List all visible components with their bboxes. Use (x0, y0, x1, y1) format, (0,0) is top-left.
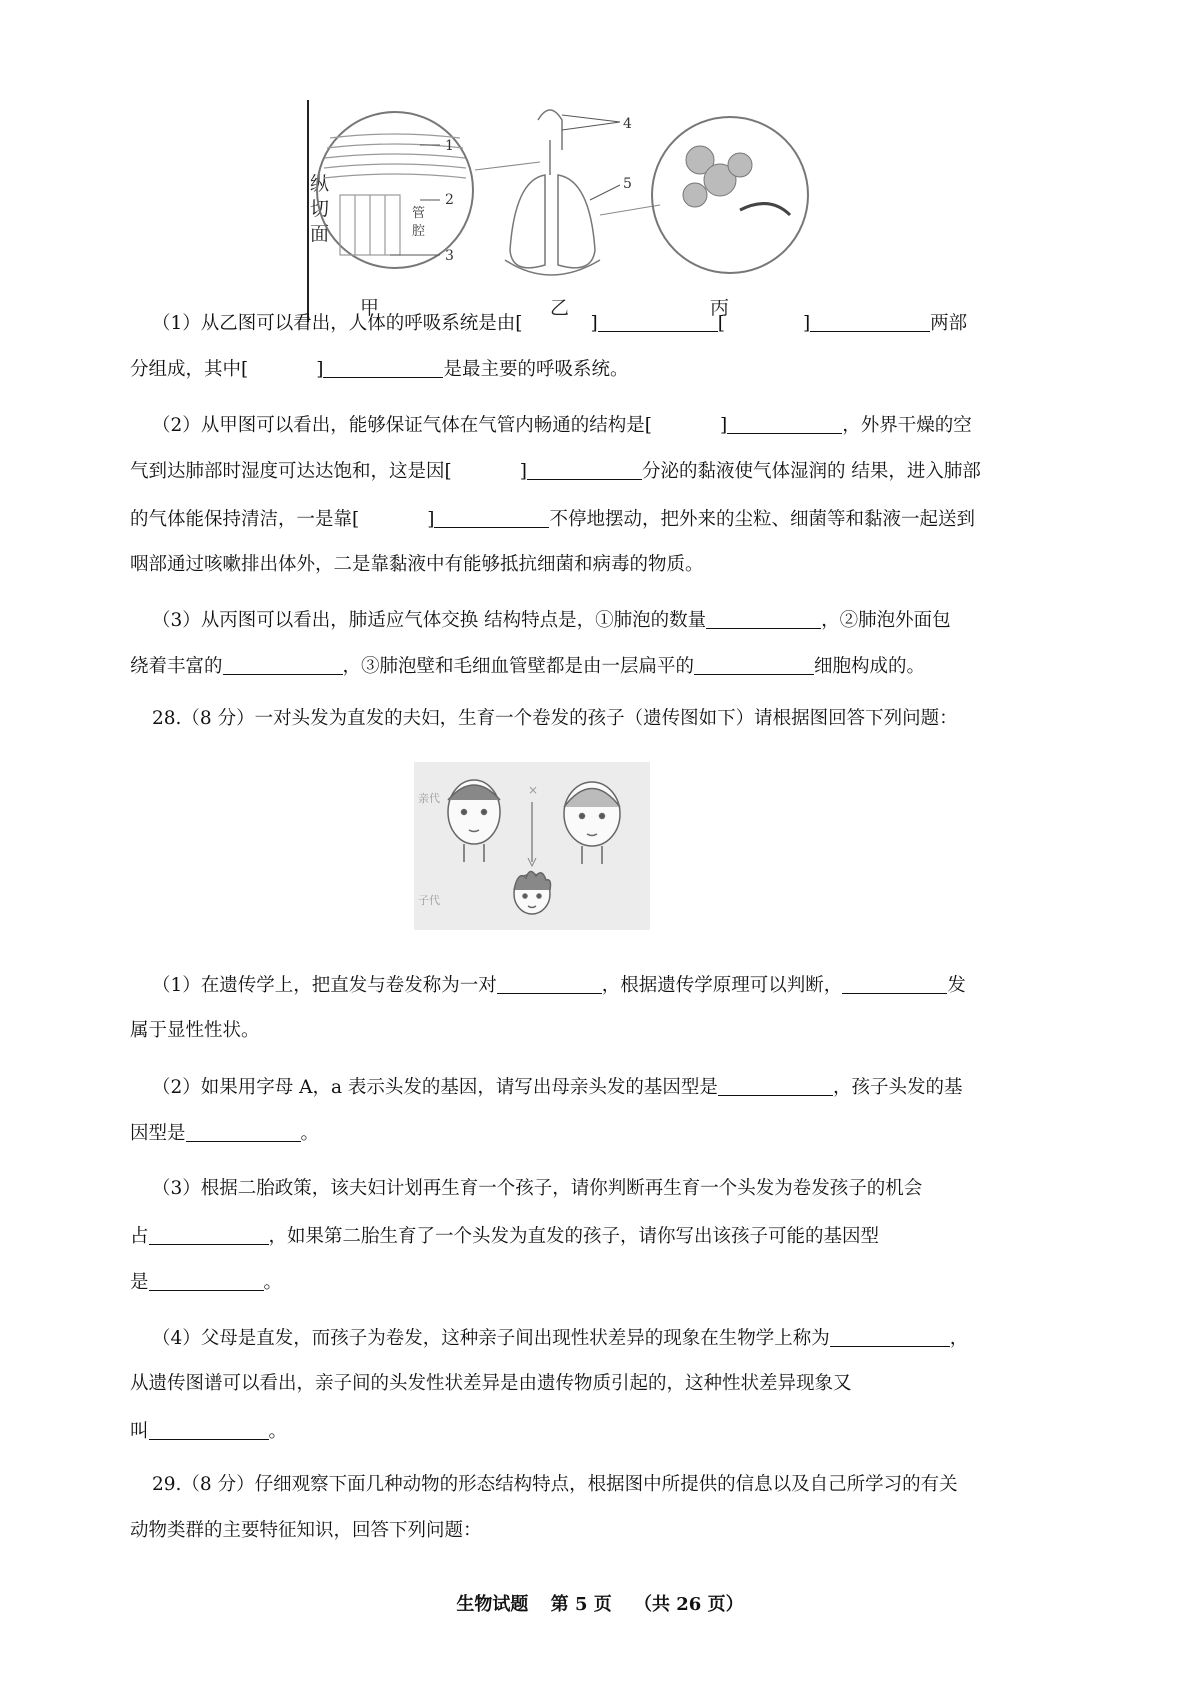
q27-text: ] (720, 415, 728, 436)
q29-line-2: 动物类群的主要特征知识，回答下列问题： (130, 1520, 482, 1541)
q27-text: （1）从乙图可以看出，人体的呼吸系统是由[ (152, 313, 523, 334)
q28-line-2: 属于显性性状。 (130, 1020, 260, 1041)
footer-total: （共 26 页） (634, 1594, 744, 1615)
q27-text: ] (590, 313, 598, 334)
answer-blank[interactable] (598, 313, 718, 332)
q27-line-1 (152, 313, 967, 334)
answer-blank[interactable] (149, 1421, 269, 1440)
alveoli-closeup-circle (652, 117, 808, 273)
q27-text: （3）从丙图可以看出，肺适应气体交换 结构特点是，①肺泡的数量 (152, 610, 707, 631)
q27-line-6 (130, 556, 704, 575)
q28-text: 发 (947, 975, 966, 996)
figure-side-label-1: 纵 (310, 173, 330, 195)
q27-line-7 (152, 610, 951, 631)
q28-text: 是 (130, 1272, 149, 1293)
figure-number-4: 4 (623, 116, 632, 132)
answer-blank[interactable] (727, 415, 842, 434)
respiratory-figure (300, 100, 860, 322)
page-footer (0, 1590, 1200, 1616)
answer-blank[interactable] (323, 359, 443, 378)
q28-line-1 (152, 975, 966, 996)
q27-text: ] (316, 359, 324, 380)
q28-title: 28.（8 分）一对头发为直发的夫妇，生育一个卷发的孩子（遗传图如下）请根据图回答下列问题： (152, 708, 958, 729)
q27-line-8 (130, 656, 925, 677)
q27-text: 细胞构成的。 (814, 656, 926, 677)
q27-text: 绕着丰富的 (130, 656, 223, 677)
q28-text: ，根据遗传学原理可以判断， (601, 975, 843, 996)
q27-text: ] (427, 509, 435, 530)
answer-blank[interactable] (810, 313, 930, 332)
answer-blank[interactable] (497, 975, 602, 994)
q28-text: 占 (130, 1226, 149, 1247)
q27-text: ，③肺泡壁和毛细血管壁都是由一层扁平的 (342, 656, 695, 677)
q28-text: 。 (268, 1421, 288, 1442)
answer-blank[interactable] (434, 509, 549, 528)
footer-subject: 生物试题 (456, 1594, 529, 1615)
figure-number-2: 2 (445, 192, 454, 208)
lumen-label-2: 腔 (412, 224, 426, 239)
q27-text: （2）从甲图可以看出，能够保证气体在气管内畅通的结构是[ (152, 415, 652, 436)
q28-line-10 (130, 1421, 287, 1442)
q27-line-2 (130, 359, 628, 380)
figure-number-5: 5 (623, 176, 632, 192)
figure-side-label-3: 面 (310, 223, 330, 245)
q28-line-5: （3）根据二胎政策，该夫妇计划再生育一个孩子，请你判断再生育一个头发为卷发孩子的机会 (152, 1178, 923, 1199)
figure-number-3: 3 (445, 248, 454, 264)
q28-line-4 (130, 1123, 319, 1144)
answer-blank[interactable] (186, 1123, 301, 1142)
child-generation-label: 子代 (418, 894, 440, 907)
q28-text: （2）如果用字母 A，a 表示头发的基因，请写出母亲头发的基因型是 (152, 1077, 718, 1098)
figure-label-bing: 丙 (710, 297, 730, 319)
figure-label-yi: 乙 (550, 297, 570, 319)
q28-line-8 (152, 1328, 968, 1349)
answer-blank[interactable] (694, 656, 814, 675)
answer-blank[interactable] (706, 610, 821, 629)
child-face (514, 871, 551, 914)
q27-text: 分组成，其中[ (130, 359, 249, 380)
q28-text: ，如果第二胎生育了一个头发为直发的孩子，请你写出该孩子可能的基因型 (268, 1226, 880, 1247)
q27-text: 的气体能保持清洁，一是靠[ (130, 509, 360, 530)
q28-text: （4）父母是直发，而孩子为卷发，这种亲子间出现性状差异的现象在生物学上称为 (152, 1328, 830, 1349)
lumen-label-1: 管 (412, 206, 426, 221)
answer-blank[interactable] (223, 656, 343, 675)
q27-text: ] (802, 313, 811, 334)
q28-line-3 (152, 1077, 962, 1098)
answer-blank[interactable] (149, 1226, 269, 1245)
q28-text: 。 (300, 1123, 320, 1144)
q27-text: 咽部通过咳嗽排出体外，二是靠黏液中有能够抵抗细菌和病毒的物质。 (130, 554, 704, 575)
q27-text: ] (519, 461, 527, 482)
q28-line-6 (130, 1226, 879, 1247)
q27-text: ，②肺泡外面包 (821, 610, 951, 631)
answer-blank[interactable] (718, 1077, 833, 1096)
answer-blank[interactable] (830, 1328, 950, 1347)
figure-number-1: 1 (445, 138, 454, 154)
q27-text: [ (717, 313, 725, 334)
answer-blank[interactable] (149, 1272, 264, 1291)
q28-line-9: 从遗传图谱可以看出，亲子间的头发性状差异是由遗传物质引起的，这种性状差异现象又 (130, 1373, 852, 1394)
q28-line-7 (130, 1272, 282, 1293)
q27-line-3 (152, 415, 972, 436)
heredity-figure (414, 762, 650, 930)
q27-text: 气到达肺部时湿度可达达饱和，这是因[ (130, 461, 452, 482)
q28-text: 因型是 (130, 1123, 186, 1144)
q28-text: 。 (263, 1272, 283, 1293)
q27-text: ，外界干燥的空 (842, 415, 972, 436)
q27-text: 是最主要的呼吸系统。 (443, 359, 629, 380)
figure-label-jia: 甲 (360, 297, 380, 319)
answer-blank[interactable] (527, 461, 642, 480)
q29-line-1: 29.（8 分）仔细观察下面几种动物的形态结构特点，根据图中所提供的信息以及自己所学习的有关 (152, 1474, 958, 1495)
q28-text: （1）在遗传学上，把直发与卷发称为一对 (152, 975, 497, 996)
answer-blank[interactable] (842, 975, 947, 994)
q28-text: ，孩子头发的基 (832, 1077, 963, 1098)
q27-text: 两部 (930, 313, 968, 334)
q27-text: 不停地摆动，把外来的尘粒、细菌等和黏液一起送到 (549, 509, 975, 530)
q27-line-5 (130, 509, 975, 530)
cross-sign: × (528, 783, 539, 797)
q28-text: ， (949, 1328, 969, 1349)
q27-line-4 (130, 461, 981, 482)
parent-generation-label: 亲代 (418, 792, 440, 805)
q28-text: 叫 (130, 1421, 149, 1442)
q27-text: 分泌的黏液使气体湿润的 结果，进入肺部 (641, 461, 981, 482)
footer-page: 第 5 页 (550, 1594, 612, 1615)
figure-side-label-2: 切 (310, 198, 330, 220)
